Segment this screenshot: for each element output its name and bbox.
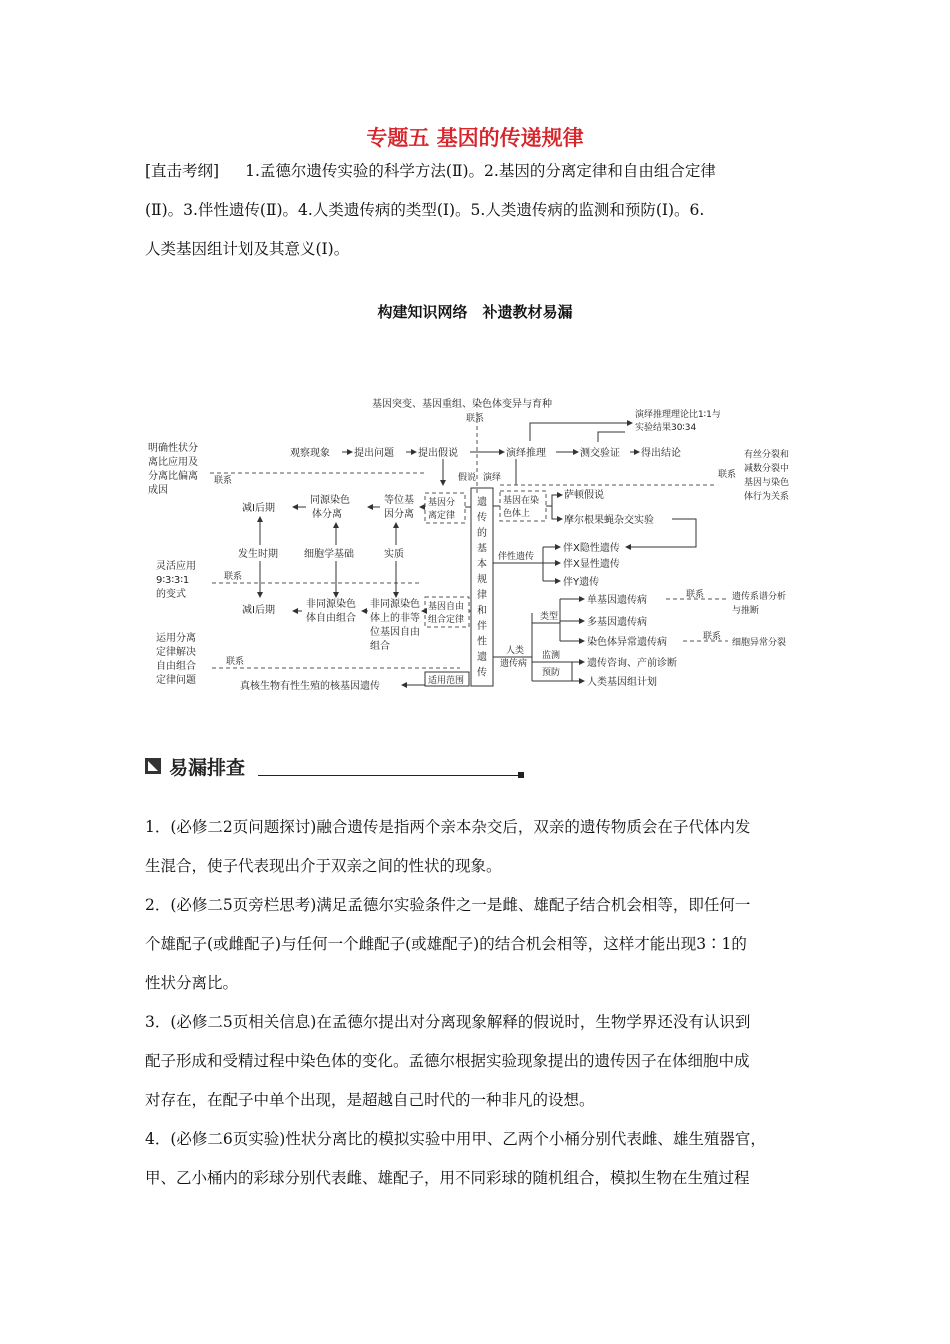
dg-left-link2: 联系 (224, 572, 243, 582)
dg-left1-1: 离比应用及 (148, 457, 198, 468)
dg-pedigree-1: 遗传系谱分析 (732, 592, 787, 602)
list-item (145, 1003, 815, 1120)
section-icon (145, 758, 161, 774)
dg-center-char: 基 (477, 543, 487, 555)
dg-nonallele-3: 位基因自由 (370, 627, 420, 638)
dg-pedigree-2: 与推断 (732, 606, 760, 616)
dg-flow-2: 提出假说 (418, 448, 458, 459)
dg-morgan: 摩尔根果蝇杂交实验 (564, 515, 654, 526)
dg-flow-4: 测交验证 (580, 448, 620, 459)
dg-left2-1: 9∶3∶3∶1 (156, 575, 190, 586)
dg-nonallele-1: 非同源染色 (370, 599, 420, 610)
section-title: 易漏排查 (169, 757, 246, 779)
list-item-line: 个雄配子(或雌配子)与任何一个雌配子(或雄配子)的结合机会相等，这样才能出现3∶1的 (145, 935, 747, 953)
dg-human-2: 遗传病 (500, 659, 528, 669)
dg-right-link: 联系 (718, 470, 737, 480)
dg-homolog-1: 同源染色 (310, 495, 350, 506)
dg-left2-0: 灵活应用 (156, 561, 196, 572)
dg-link-top: 联系 (466, 414, 485, 424)
dg-scope-label: 适用范围 (428, 676, 465, 686)
page-title: 专题五 基因的传递规律 (366, 126, 584, 150)
list-item (145, 886, 815, 1003)
dg-center-char: 遗 (477, 497, 487, 508)
list-item-line: 配子形成和受精过程中染色体的变化。孟德尔根据实验现象提出的遗传因子在体细胞中成 (145, 1052, 750, 1070)
section-rule (258, 775, 518, 776)
dg-sex-linked: 伴性遗传 (498, 552, 535, 562)
dg-nonhomolog-1: 非同源染色 (306, 599, 356, 610)
dg-gene-on-chrom-2: 色体上 (503, 509, 531, 519)
exam-outline-label: [直击考纲] (145, 162, 220, 180)
dg-flow-5: 得出结论 (641, 448, 681, 459)
dg-center-char: 伴 (477, 621, 487, 632)
exam-outline-line3: 人类基因组计划及其意义(Ⅰ)。 (145, 240, 350, 258)
knowledge-network-diagram (140, 385, 820, 705)
dg-deduce: 演绎 (483, 473, 502, 483)
dg-nonhomolog-2: 体自由组合 (306, 613, 356, 624)
dg-right-note-1: 减数分裂中 (744, 464, 790, 474)
dg-types: 类型 (540, 612, 559, 622)
dg-center-char: 遗 (477, 652, 487, 663)
dg-counsel: 遗传咨询、产前诊断 (587, 658, 677, 669)
list-item (145, 808, 815, 886)
dg-multi: 多基因遗传病 (587, 617, 647, 628)
dg-flow-1: 提出问题 (354, 448, 394, 459)
dg-chromosomal: 染色体异常遗传病 (587, 637, 667, 648)
section-rule-end (518, 772, 524, 778)
list-item-line: 生混合，使子代表现出介于双亲之间的性状的现象。 (145, 857, 502, 875)
dg-center-char: 的 (477, 528, 487, 539)
dg-essence: 实质 (384, 549, 404, 560)
list-item-line: 对存在，在配子中单个出现，是超越自己时代的一种非凡的设想。 (145, 1091, 595, 1109)
list-item-line: 1．(必修二2页问题探讨)融合遗传是指两个亲本杂交后，双亲的遗传物质会在子代体内发 (145, 818, 751, 836)
dg-meiosis-2: 减Ⅰ后期 (242, 605, 275, 616)
dg-scope-bottom: 真核生物有性生殖的核基因遗传 (240, 681, 380, 692)
dg-ratio-2: 实验结果30∶34 (635, 423, 697, 433)
dg-right-note-2: 基因与染色 (744, 478, 790, 488)
dg-left3-1: 定律解决 (156, 647, 196, 658)
dg-left-link3: 联系 (226, 657, 245, 667)
dg-center-char: 律 (477, 590, 487, 601)
dg-center-char: 和 (477, 605, 487, 617)
dg-top-label: 基因突变、基因重组、染色体变异与育种 (372, 399, 552, 410)
dg-center-char: 性 (477, 636, 487, 648)
dg-human-1: 人类 (506, 646, 525, 656)
dg-left1-3: 成因 (148, 485, 168, 496)
dg-center-char: 规 (477, 574, 487, 586)
dg-ratio-1: 演绎推理理论比1∶1与 (635, 410, 721, 420)
dg-cyto-basis: 细胞学基础 (304, 549, 354, 560)
dg-xr: 伴X隐性遗传 (563, 543, 620, 554)
dg-hypo: 假说 (458, 473, 477, 483)
dg-seglaw-1: 基因分 (428, 498, 456, 508)
list-item-line: 4．(必修二6页实验)性状分离比的模拟实验中用甲、乙两个小桶分别代表雌、雄生殖器官， (145, 1130, 766, 1148)
dg-allele-2: 因分离 (384, 509, 414, 520)
dg-pedigree-link: 联系 (686, 590, 705, 600)
dg-monitor: 监测 (542, 651, 561, 661)
dg-left-link1: 联系 (214, 476, 233, 486)
knowledge-network-heading: 构建知识网络 补遗教材易漏 (377, 303, 573, 321)
dg-cell-link: 联系 (703, 632, 722, 642)
list-item-line: 3．(必修二5页相关信息)在孟德尔提出对分离现象解释的假说时，生物学界还没有认识到 (145, 1013, 751, 1031)
dg-left3-2: 自由组合 (156, 661, 196, 672)
dg-indeplaw-1: 基因自由 (428, 602, 465, 612)
dg-left1-0: 明确性状分 (148, 443, 198, 454)
dg-y: 伴Y遗传 (563, 577, 600, 588)
dg-prevent: 预防 (542, 668, 561, 678)
exam-outline-line1: 1.孟德尔遗传实验的科学方法(Ⅱ)。2.基因的分离定律和自由组合定律 (245, 162, 716, 180)
dg-center-text (477, 495, 487, 679)
dg-center-char: 本 (477, 559, 487, 570)
dg-left3-0: 运用分离 (156, 633, 196, 644)
dg-center-char: 传 (477, 667, 487, 679)
dg-nonallele-2: 体上的非等 (370, 613, 420, 624)
list-item (145, 1120, 815, 1198)
dg-meiosis-1: 减Ⅰ后期 (242, 503, 275, 514)
dg-xd: 伴X显性遗传 (563, 559, 620, 570)
dg-occur-time: 发生时期 (238, 549, 278, 560)
list-item-line: 性状分离比。 (145, 974, 239, 992)
dg-left3-3: 定律问题 (156, 675, 196, 686)
dg-single: 单基因遗传病 (587, 595, 647, 606)
dg-gene-on-chrom-1: 基因在染 (503, 496, 540, 506)
dg-allele-1: 等位基 (384, 495, 414, 506)
dg-right-note-3: 体行为关系 (744, 492, 790, 502)
dg-seglaw-2: 离定律 (428, 511, 456, 521)
exam-outline (145, 152, 813, 269)
dg-sutton: 萨顿假说 (564, 490, 604, 501)
dg-right-note-0: 有丝分裂和 (744, 450, 790, 460)
list-item-line: 甲、乙小桶内的彩球分别代表雌、雄配子，用不同彩球的随机组合，模拟生物在生殖过程 (145, 1169, 750, 1187)
list-item-line: 2．(必修二5页旁栏思考)满足孟德尔实验条件之一是雌、雄配子结合机会相等，即任何一 (145, 896, 751, 914)
dg-flow-3: 演绎推理 (506, 448, 546, 459)
dg-left1-2: 分离比偏离 (148, 471, 198, 482)
dg-cell-div: 细胞异常分裂 (732, 638, 787, 648)
dg-hgp: 人类基因组计划 (587, 677, 657, 688)
dg-indeplaw-2: 组合定律 (428, 615, 465, 625)
dg-left2-2: 的变式 (156, 589, 186, 600)
dg-nonallele-4: 组合 (370, 641, 390, 652)
dg-center-char: 传 (477, 512, 487, 524)
section-header (145, 753, 535, 779)
exam-outline-line2: (Ⅱ)。3.伴性遗传(Ⅱ)。4.人类遗传病的类型(Ⅰ)。5.人类遗传病的监测和预防(Ⅰ)。6. (145, 201, 705, 219)
dg-homolog-2: 体分离 (312, 509, 342, 520)
dg-flow-0: 观察现象 (290, 448, 330, 459)
